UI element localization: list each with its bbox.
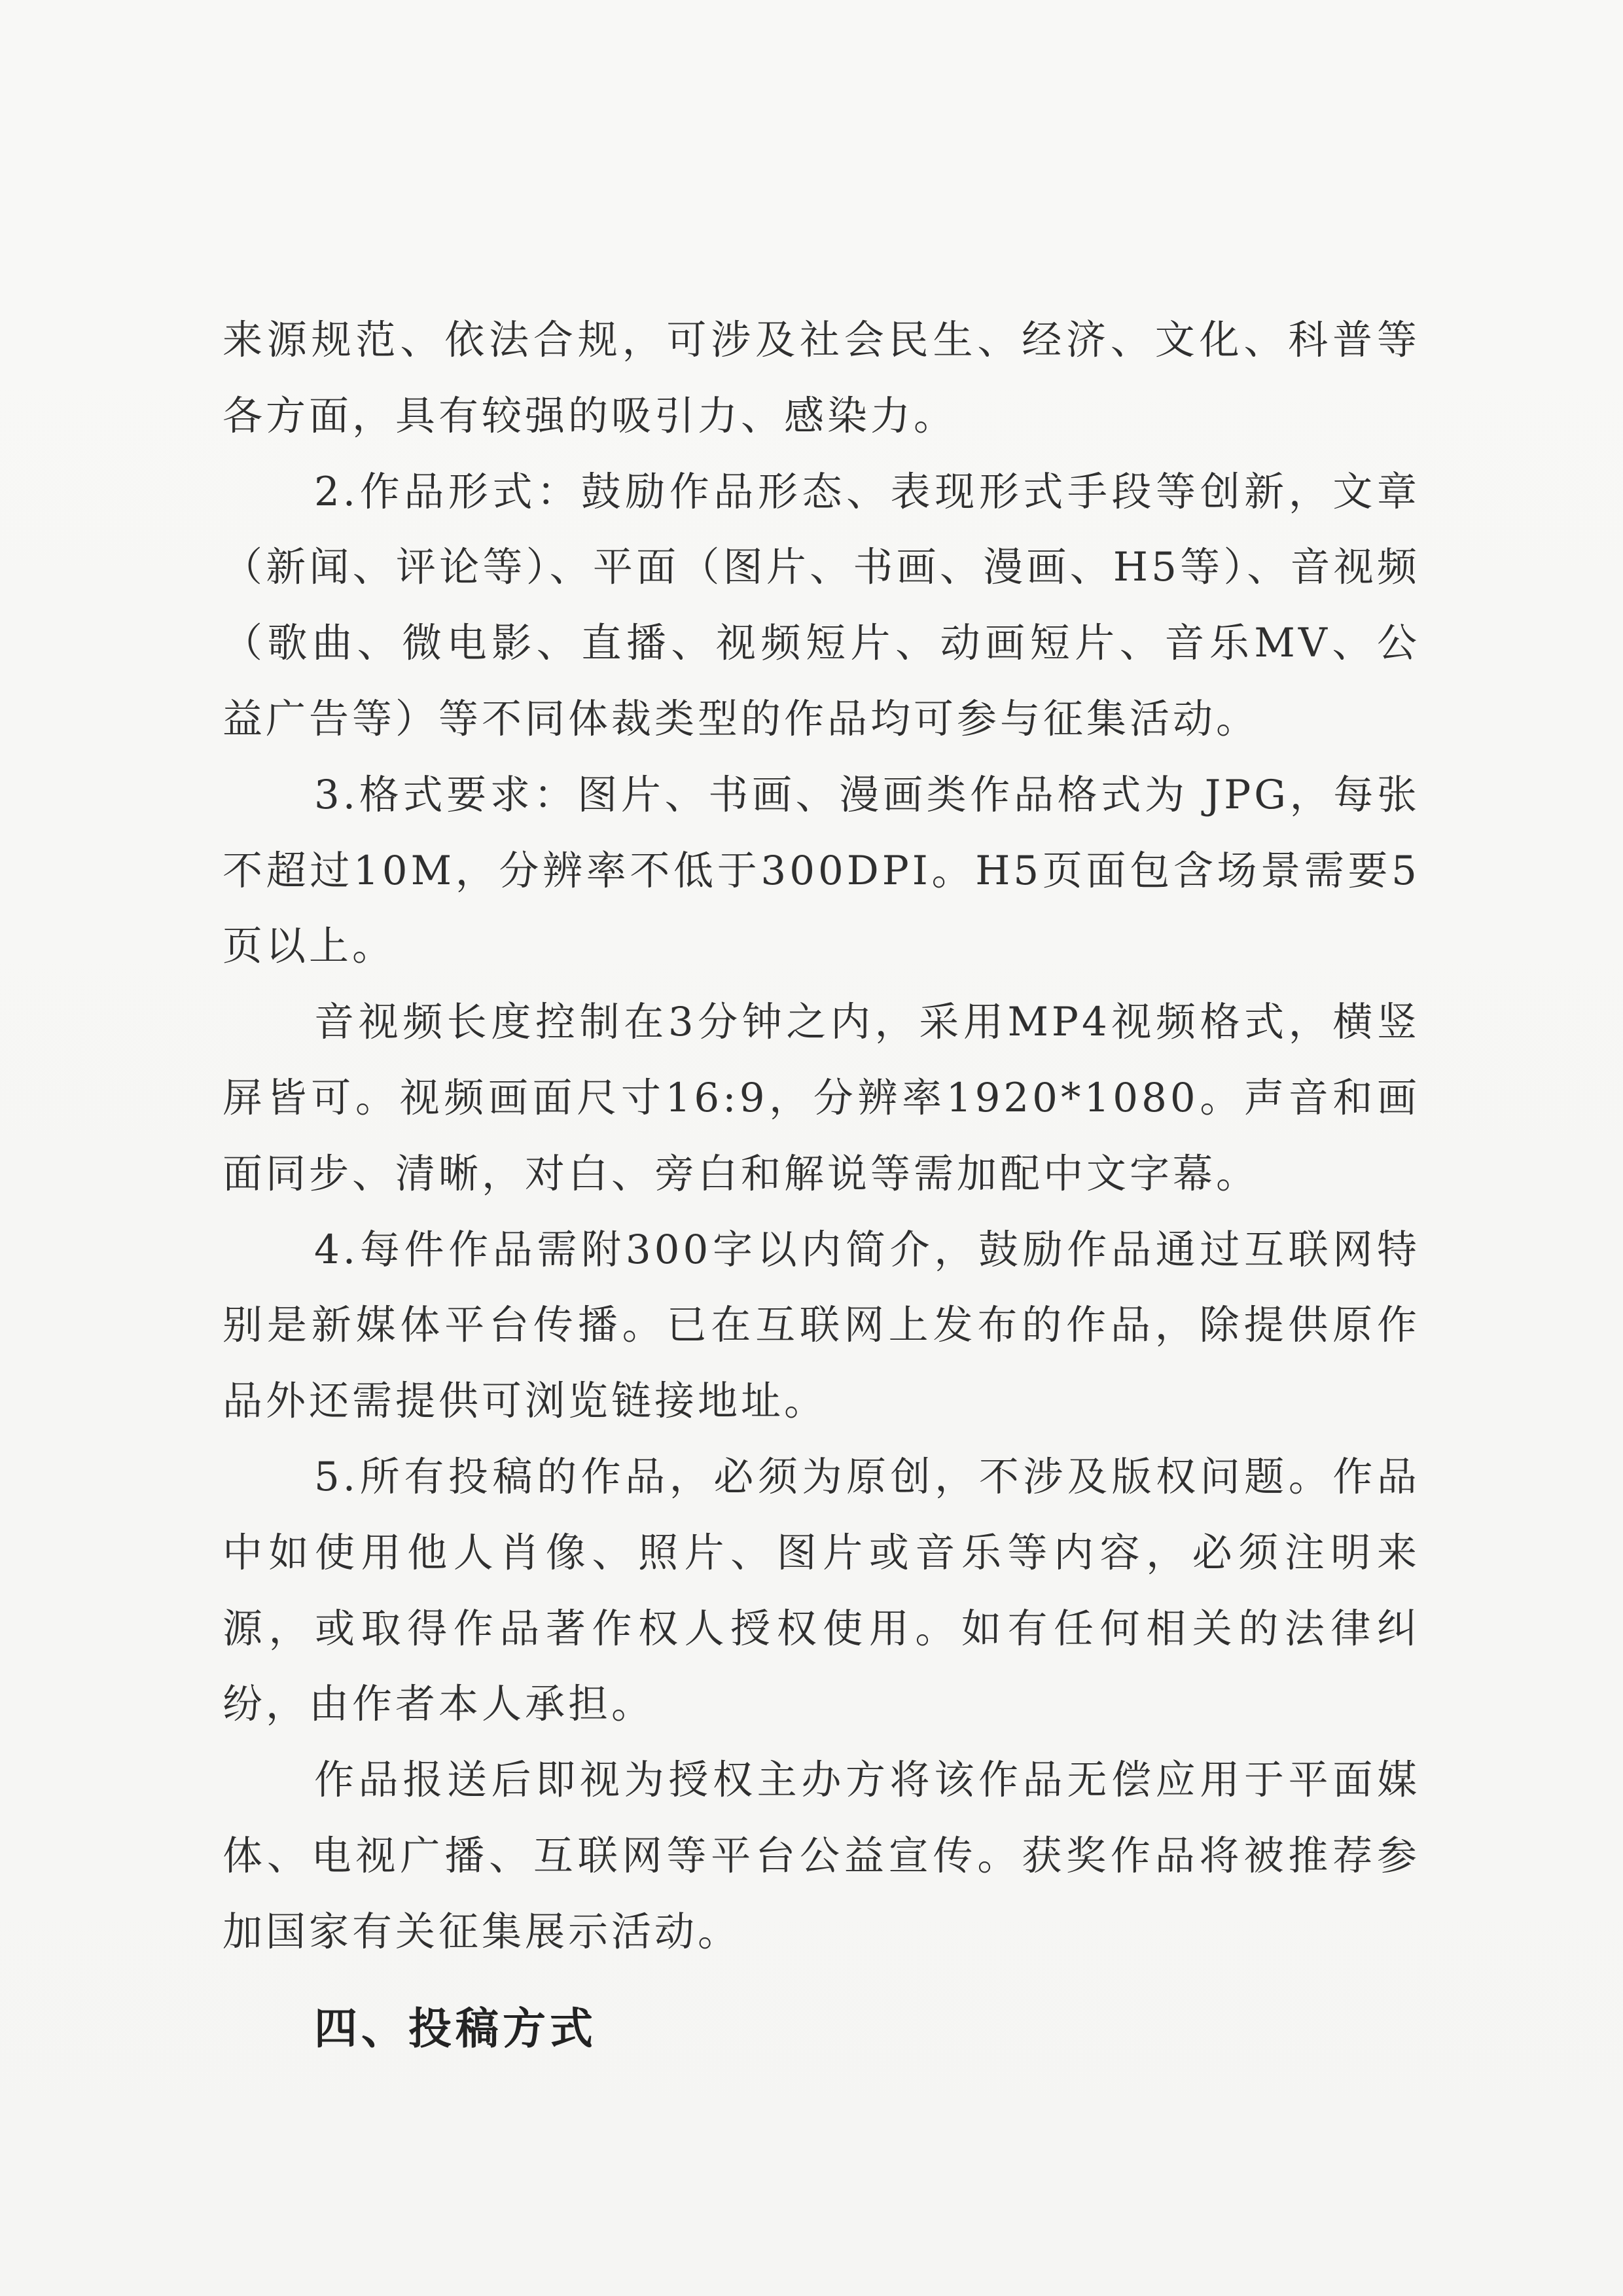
paragraph-introduction: 4.每件作品需附300字以内简介，鼓励作品通过互联网特别是新媒体平台传播。已在互联网上发布的作品，除提供原作品外还需提供可浏览链接地址。 [223,1226,1420,1425]
document-body [223,302,1420,1970]
paragraph-format-requirements: 3.格式要求：图片、书画、漫画类作品格式为 JPG，每张不超过10M，分辨率不低于300DPI。H5页面包含场景需要5页以上。 [223,771,1420,970]
paragraph-audio-video: 音视频长度控制在3分钟之内，采用MP4视频格式，横竖屏皆可。视频画面尺寸16:9，分辨率1920*1080。声音和画面同步、清晰，对白、旁白和解说等需加配中文字幕。 [223,999,1420,1197]
paragraph-authorization: 作品报送后即视为授权主办方将该作品无偿应用于平面媒体、电视广播、互联网等平台公益宣传。获奖作品将被推荐参加国家有关征集展示活动。 [223,1757,1420,1955]
section-heading: 四、投稿方式 [314,2003,597,2054]
paragraph-originality: 5.所有投稿的作品，必须为原创，不涉及版权问题。作品中如使用他人肖像、照片、图片或音乐等内容，必须注明来源，或取得作品著作权人授权使用。如有任何相关的法律纠纷，由作者本人承担。 [223,1453,1420,1728]
paragraph-continued: 来源规范、依法合规，可涉及社会民生、经济、文化、科普等各方面，具有较强的吸引力、感染力。 [223,317,1420,439]
paragraph-work-format: 2.作品形式：鼓励作品形态、表现形式手段等创新，文章（新闻、评论等）、平面（图片、书画、漫画、H5等）、音视频（歌曲、微电影、直播、视频短片、动画短片、音乐MV、公益广告等）等不同体裁类型的作品均可参与征集活动。 [223,468,1420,742]
